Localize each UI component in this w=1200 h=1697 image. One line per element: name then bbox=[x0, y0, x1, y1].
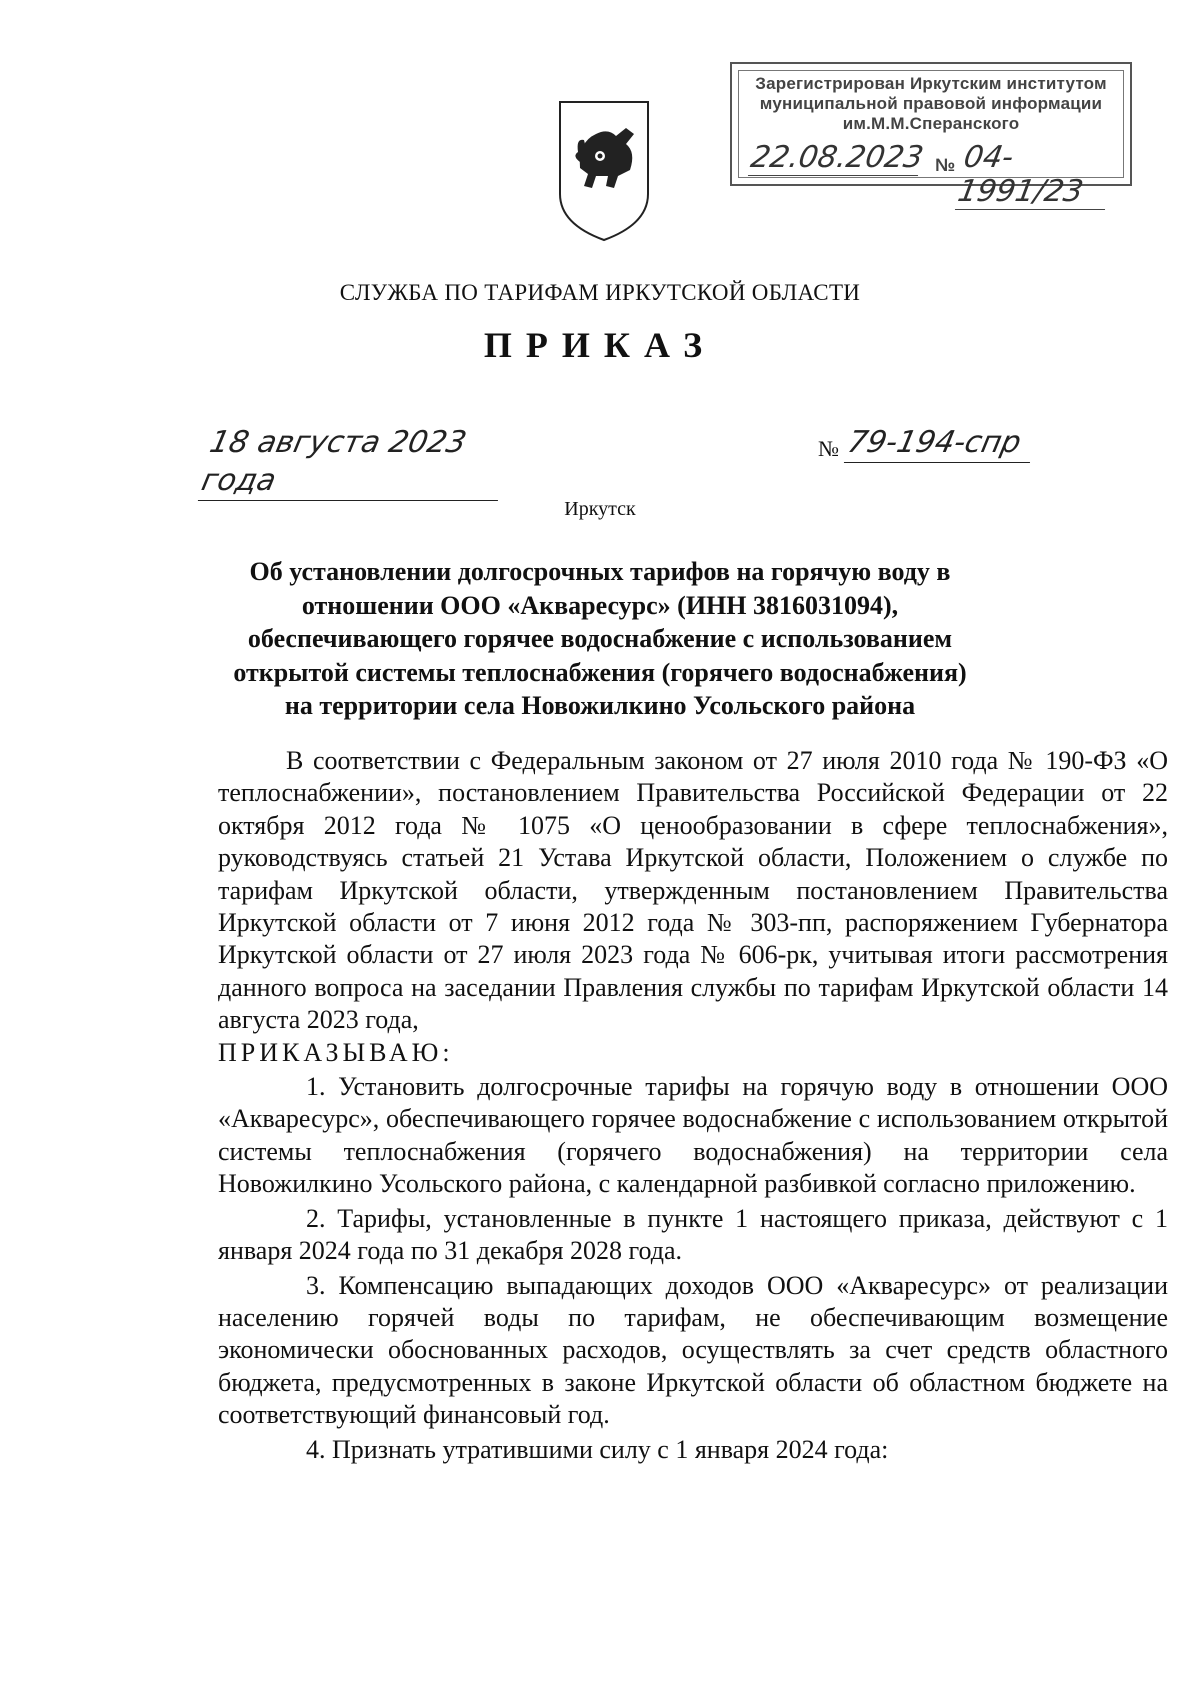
stamp-number-sign: № bbox=[935, 155, 956, 175]
registration-stamp bbox=[730, 62, 1132, 209]
clause-1: 1. Установить долгосрочные тарифы на горячую воду в отношении ООО «Акваресурс», обеспечивающего горячее водоснабжение с использованием открытой системы теплоснабжения (горячего водоснабжения) на территории села Новожилкино Усольского района, с календарной разбивкой согласно приложению. bbox=[218, 1072, 1168, 1199]
coat-of-arms-emblem bbox=[556, 98, 652, 244]
order-number: 79-194-спр bbox=[844, 424, 1038, 463]
agency-name: СЛУЖБА ПО ТАРИФАМ ИРКУТСКОЙ ОБЛАСТИ bbox=[339, 280, 861, 305]
order-number-sign: № bbox=[818, 436, 839, 461]
stamp-registration-date: 22.08.2023 bbox=[748, 140, 927, 175]
clause-4: 4. Признать утратившими силу с 1 января 2024 года: bbox=[306, 1434, 889, 1464]
city-name: Иркутск bbox=[564, 498, 636, 520]
stamp-line-3: им.М.М.Сперанского bbox=[842, 114, 1020, 133]
document-type-heading: ПРИКАЗ bbox=[483, 325, 717, 365]
stamp-line-2: муниципальной правовой информации bbox=[759, 94, 1103, 113]
stamp-line-1: Зарегистрирован Иркутским институтом bbox=[755, 74, 1107, 93]
order-date: 18 августа 2023 года bbox=[198, 424, 514, 501]
preamble-paragraph: В соответствии с Федеральным законом от 27 июля 2010 года № 190-ФЗ «О теплоснабжении», постановлением Правительства Российской Федерации от 22 октября 2012 года № 1075 «О ценообразовании в сфере теплоснабжения», руководствуясь статьей 21 Устава Иркутской области, Положением о службе по тарифам Иркутской области, утвержденным постановлением Правительства Иркутской области от 7 июня 2012 года № 303-пп, распоряжением Губернатора Иркутской области от 27 июля 2023 года № 606-рк, учитывая итоги рассмотрения данного вопроса на заседании Правления службы по тарифам Иркутской области 14 августа 2023 года, bbox=[218, 746, 1168, 1035]
clause-3: 3. Компенсацию выпадающих доходов ООО «Акваресурс» от реализации населению горячей воды по тарифам, не обеспечивающим возмещение экономически обоснованных расходов, осуществлять за счет средств областного бюджета, предусмотренных в законе Иркутской области об областном бюджете на соответствующий финансовый год. bbox=[218, 1270, 1168, 1430]
document-title: Об установлении долгосрочных тарифов на горячую воду в отношении ООО «Акваресурс» (ИНН 3816031094), обеспечивающего горячее водоснабжение с использованием открытой системы теплоснабжения (горячего водоснабжения) на территории села Новожилкино Усольского района bbox=[233, 557, 967, 720]
stamp-inner-frame bbox=[738, 70, 1124, 209]
stamp-registration-number: 04-1991/23 bbox=[955, 141, 1117, 210]
order-word: ПРИКАЗЫВАЮ: bbox=[218, 1037, 454, 1067]
document-body bbox=[218, 745, 1168, 1466]
clause-2: 2. Тарифы, установленные в пункте 1 настоящего приказа, действуют с 1 января 2024 года по 31 декабря 2028 года. bbox=[218, 1203, 1168, 1266]
